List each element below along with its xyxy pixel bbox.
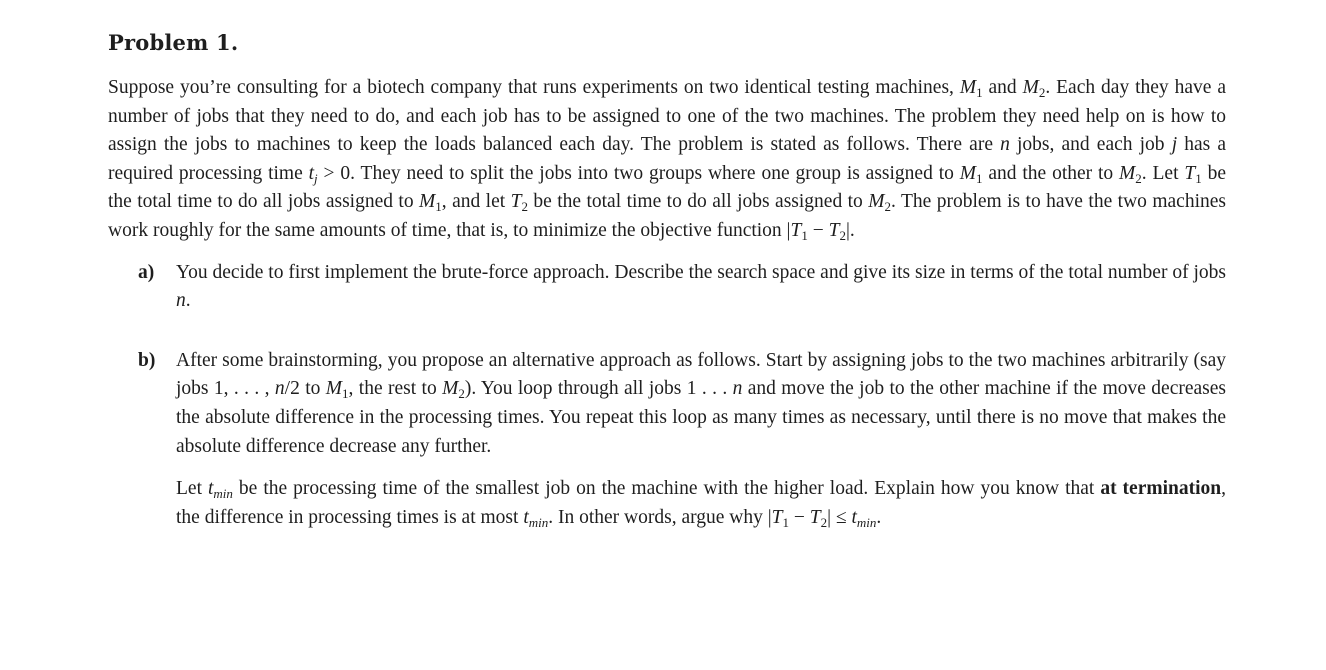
emphasis-at-termination: at termination <box>1100 478 1222 500</box>
part-b-marker: b) <box>138 349 156 371</box>
part-a-text: You decide to first implement the brute-force approach. Describe the search space and give its size in terms of the total number of jobs <box>176 261 1226 283</box>
problem-document <box>108 28 1226 532</box>
part-b-question: Let $t_{min}$ be the processing time of the smallest job on the machine with the higher load. Explain how you know that at termination, the difference in processing times is at most $t_{min}$. In other words, argue why $|T_1 - T_2| \le t_{min}$. <box>176 478 1226 530</box>
part-a: a) You decide to first implement the brute-force approach. Describe the search space and give its size in terms of the total number of jobs n. <box>176 259 1226 316</box>
problem-title: Problem 1. <box>108 30 239 55</box>
part-b: b) After some brainstorming, you propose an alternative approach as follows. Start by assigning jobs to the two machines arbitrarily (say jobs 1, . . . , n/2 to $M_1$, the rest to $M_2$). You loop through all jobs 1 . . . n and move the job to the other machine if the move decreases the absolute difference in the processing times. You repeat this loop as many times as necessary, until there is no move that makes the absolute difference decrease any further. <box>176 347 1226 461</box>
problem-statement: Suppose you’re consulting for a biotech company that runs experiments on two identical testing machines, $M_1$ and $M_2$. Each day they have a number of jobs that they need to do, and each job has to be assigned to one of the two machines. The problem they need help on is how to assign the jobs to machines to keep the loads balanced each day. The problem is stated as follows. There are n jobs, and each job j has a required processing time $t_j > 0$. They need to split the jobs into two groups where one group is assigned to $M_1$ and the other to $M_2$. Let $T_1$ be the total time to do all jobs assigned to $M_1$, and let $T_2$ be the total time to do all jobs assigned to $M_2$. The problem is to have the two machines work roughly for the same amounts of time, that is, to minimize the objective function $|T_1 - T_2|$. <box>108 77 1227 243</box>
part-a-marker: a) <box>138 261 155 283</box>
